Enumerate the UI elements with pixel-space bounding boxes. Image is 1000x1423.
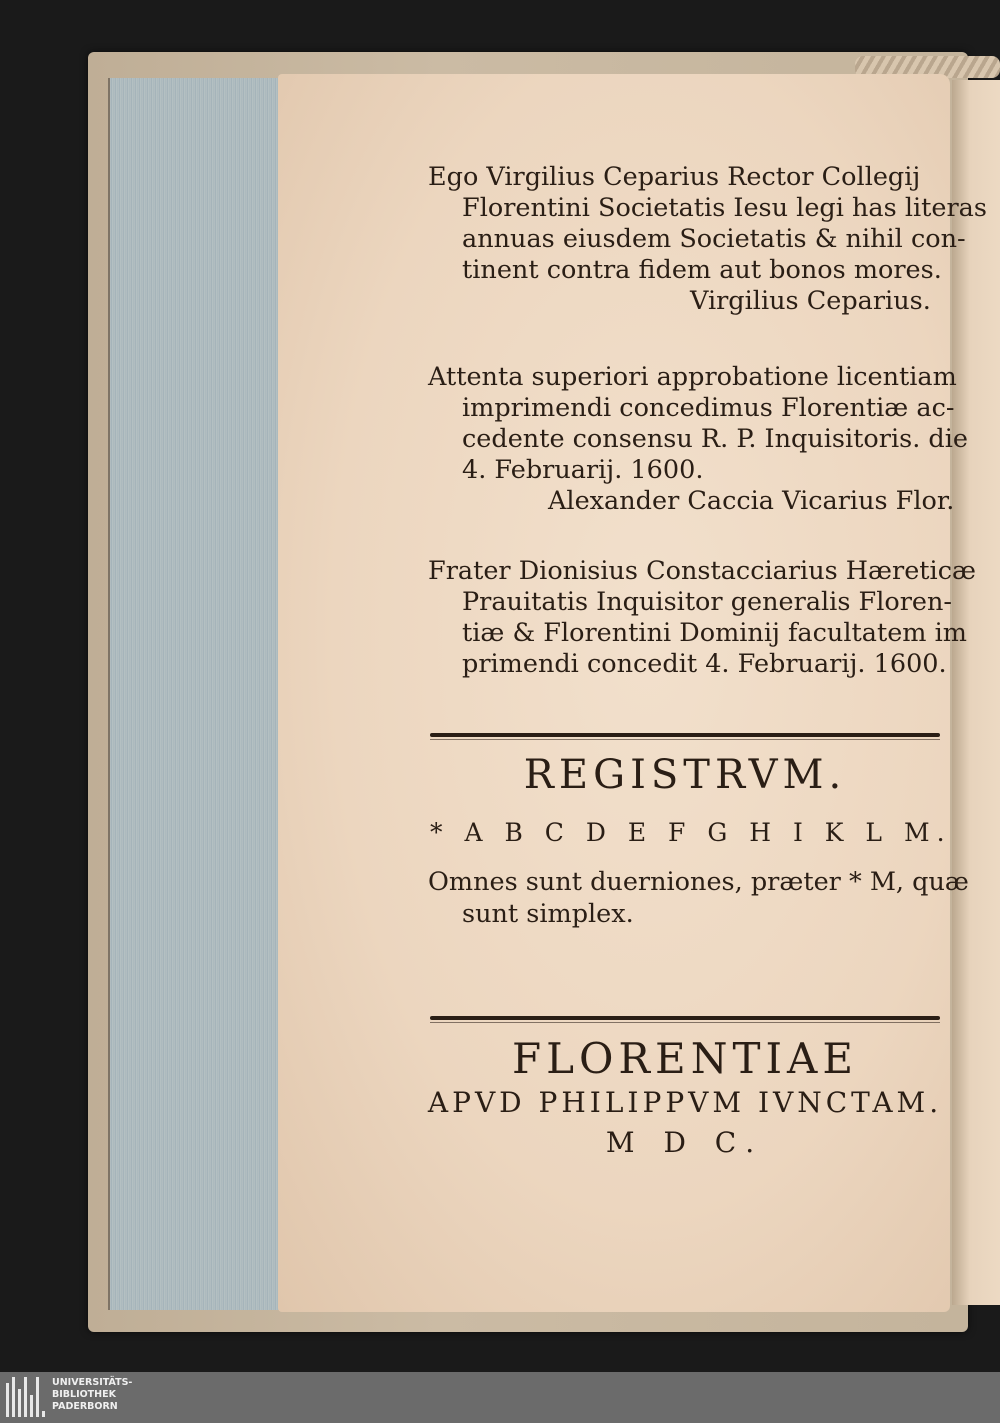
text-line: cedente consensu R. P. Inquisitoris. die — [462, 424, 968, 454]
signature-vicarius: Alexander Caccia Vicarius Flor. — [548, 486, 955, 516]
divider-rule — [430, 1016, 940, 1020]
registrum-note — [428, 866, 969, 930]
page-edges — [108, 78, 283, 1310]
approbation-vicarius — [428, 362, 968, 517]
registrum-signatures: * A B C D E F G H I K L M. — [430, 818, 952, 847]
imprint-place: FLORENTIAE — [511, 1034, 859, 1083]
imprint-year: M D C. — [605, 1126, 765, 1159]
text-line: primendi concedit 4. Februarij. 1600. — [462, 649, 947, 679]
text-line: Omnes sunt duerniones, præter * M, quæ — [428, 867, 969, 897]
imprint-printer: APVD PHILIPPVM IVNCTAM. — [427, 1086, 943, 1119]
library-logo-icon — [6, 1377, 46, 1417]
signature-ceparius: Virgilius Ceparius. — [690, 286, 931, 316]
library-name-line: BIBLIOTHEK — [52, 1389, 116, 1400]
library-name-line: PADERBORN — [52, 1401, 118, 1412]
text-line: 4. Februarij. 1600. — [462, 455, 704, 485]
text-line: Florentini Societatis Iesu legi has literas — [462, 193, 987, 223]
text-line: Frater Dionisius Constacciarius Hæreticæ — [428, 556, 976, 586]
approbation-ceparius — [428, 162, 987, 317]
text-line: Attenta superiori approbatione licentiam — [428, 362, 957, 392]
text-line: sunt simplex. — [462, 899, 634, 929]
library-name — [52, 1377, 132, 1413]
text-line: Prauitatis Inquisitor generalis Floren- — [462, 587, 953, 617]
text-line: imprimendi concedimus Florentiæ ac- — [462, 393, 955, 423]
text-line: tiæ & Florentini Dominij facultatem im — [462, 618, 967, 648]
registrum-heading: REGISTRVM. — [523, 752, 847, 798]
approbation-inquisitor — [428, 556, 976, 680]
text-line: tinent contra fidem aut bonos mores. — [462, 255, 942, 285]
library-footer — [0, 1372, 1000, 1423]
text-line: annuas eiusdem Societatis & nihil con- — [462, 224, 966, 254]
text-line: Ego Virgilius Ceparius Rector Collegij — [428, 162, 921, 192]
library-name-line: UNIVERSITÄTS- — [52, 1377, 133, 1388]
divider-rule — [430, 733, 940, 737]
